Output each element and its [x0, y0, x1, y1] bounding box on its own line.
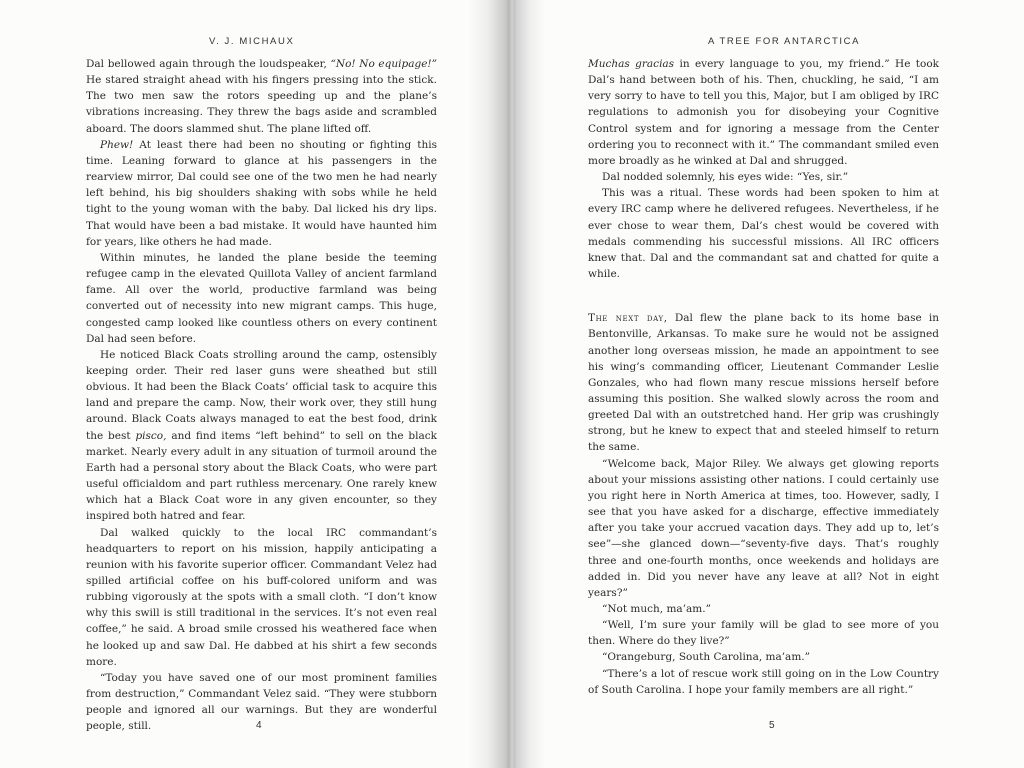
paragraph [588, 666, 939, 698]
paragraph [86, 250, 437, 347]
text-run: “Well, I’m sure your family will be glad to see more of you then. Where do they live?” [588, 619, 939, 648]
paragraph [86, 137, 437, 250]
text-run: “Today you have saved one of our most prominent families from destruction,” Commandant Velez said. “They were stubborn people and ignored all our warnings. But they are wonderful people, still. [86, 671, 437, 733]
italic-text: “No! No equipage!” [330, 58, 437, 70]
right-page-text [588, 56, 939, 698]
text-run: “Welcome back, Major Riley. We always get glowing reports about your missions assisting other nations. I could certainly use you right here in North America at times, too. However, sadly, I see that you have asked for a discharge, effective immediately after you take your accrued vacation days. They add up to, let’s see”—she glanced down—“seventy-five days. That’s roughly three and one-fourth months, once weekends and holidays are added in. Did you never have any leave at all? Not in eight years?” [588, 457, 939, 599]
paragraph [588, 310, 939, 455]
running-head-title: A TREE FOR ANTARCTICA [708, 36, 861, 47]
section-lead-in: The next day, [588, 312, 668, 325]
text-run: This was a ritual. These words had been spoken to him at every IRC camp where he delivered refugees. Nevertheless, if he ever chose to wear them, Dal’s chest would be covered with medals commending his successful missions. All IRC officers knew that. Dal and the commandant sat and chatted for quite a while. [588, 187, 939, 281]
text-run: Dal walked quickly to the local IRC commandant’s headquarters to report on his mission, happily anticipating a reunion with his favorite superior officer. Commandant Velez had spilled artificial coffee on his buff-colored uniform and was rubbing vigorously at the spots with a small cloth. “I don’t know why this swill is still traditional in the services. It’s not even real coffee,” he said. A broad smile crossed his weathered face when he looked up and saw Dal. He dabbed at his shirt a few seconds more. [86, 526, 437, 668]
text-run: Within minutes, he landed the plane beside the teeming refugee camp in the elevated Quillota Valley of ancient farmland fame. All over the world, productive farmland was being converted out of necessity into new migrant camps. This huge, congested camp looked like countless others on every continent Dal had seen before. [86, 251, 437, 345]
italic-text: Phew! [100, 138, 134, 151]
gutter-shadow [468, 0, 512, 768]
text-run: “Orangeburg, South Carolina, ma’am.” [602, 651, 810, 664]
text-run: He stared straight ahead with his fingers pressing into the stick. The two men saw the rotors speeding up and the plane’s vibrations increasing. They threw the bags aside and scrambled aboard. The doors slammed shut. The plane lifted off. [86, 74, 437, 135]
right-page [512, 0, 1024, 768]
paragraph [86, 525, 437, 670]
paragraph [588, 617, 939, 649]
text-run: At least there had been no shouting or fighting this time. Leaning forward to glance at his passengers in the rearview mirror, Dal could see one of the two men he had nearly left behind, his big shoulders shaking with sobs while he held tight to the young woman with the baby. Dal licked his dry lips. That would have been a bad mistake. It would have haunted him for years, like others he had made. [86, 138, 437, 248]
left-page-text [86, 56, 437, 735]
text-run: He noticed Black Coats strolling around the camp, ostensibly keeping order. Their red laser guns were sheathed but still obvious. It had been the Black Coats’ official task to acquire this land and prepare the camp. Now, their work over, they still hung around. Black Coats always managed to eat the best food, drink the best [86, 348, 437, 442]
paragraph [588, 601, 939, 617]
page-number: 4 [256, 720, 262, 731]
paragraph [588, 56, 939, 169]
book-spine [509, 0, 515, 768]
text-run: Dal bellowed again through the loudspeaker, [86, 58, 331, 70]
text-run: and find items “left behind” to sell on the black market. Nearly every adult in any situation of turmoil around the Earth had a personal story about the Black Coats, who were part useful officialdom and part ruthless mercenary. One rarely knew which hat a Black Coat wore in any given encounter, so they inspired both hatred and fear. [86, 429, 438, 523]
gutter-shadow [512, 0, 546, 768]
paragraph [588, 169, 939, 185]
text-run: “Not much, ma’am.” [602, 603, 711, 615]
text-run: Dal nodded solemnly, his eyes wide: “Yes, sir.” [602, 171, 849, 184]
paragraph [86, 56, 437, 137]
text-run: “There’s a lot of rescue work still going on in the Low Country of South Carolina. I hope your family members are all right.” [588, 667, 939, 696]
text-run: in every language to you, my friend.” He took Dal’s hand between both of his. Then, chuckling, he said, “I am very sorry to have to tell you this, Major, but I am obliged by IRC regulations to admonish you for disobeying your Cognitive Control system and for ignoring a message from the Center ordering you to reconnect with it.” The commandant smiled even more broadly as he winked at Dal and shrugged. [588, 58, 940, 167]
page-number: 5 [769, 720, 775, 731]
paragraph [588, 649, 939, 665]
paragraph [588, 185, 939, 282]
italic-text: Muchas gracias [588, 58, 675, 70]
paragraph [588, 456, 939, 601]
running-head-author: V. J. MICHAUX [209, 36, 295, 47]
italic-text: pisco, [135, 429, 167, 442]
paragraph [86, 347, 437, 525]
text-run: Dal flew the plane back to its home base in Bentonville, Arkansas. To make sure he would not be assigned another long overseas mission, he made an appointment to see his wing’s commanding officer, Lieutenant Commander Leslie Gonzales, who had flown many rescue missions herself before assuming this position. She walked slowly across the room and greeted Dal with an outstretched hand. Her grip was crushingly strong, but he knew to expect that and steeled himself to return the same. [588, 312, 939, 454]
